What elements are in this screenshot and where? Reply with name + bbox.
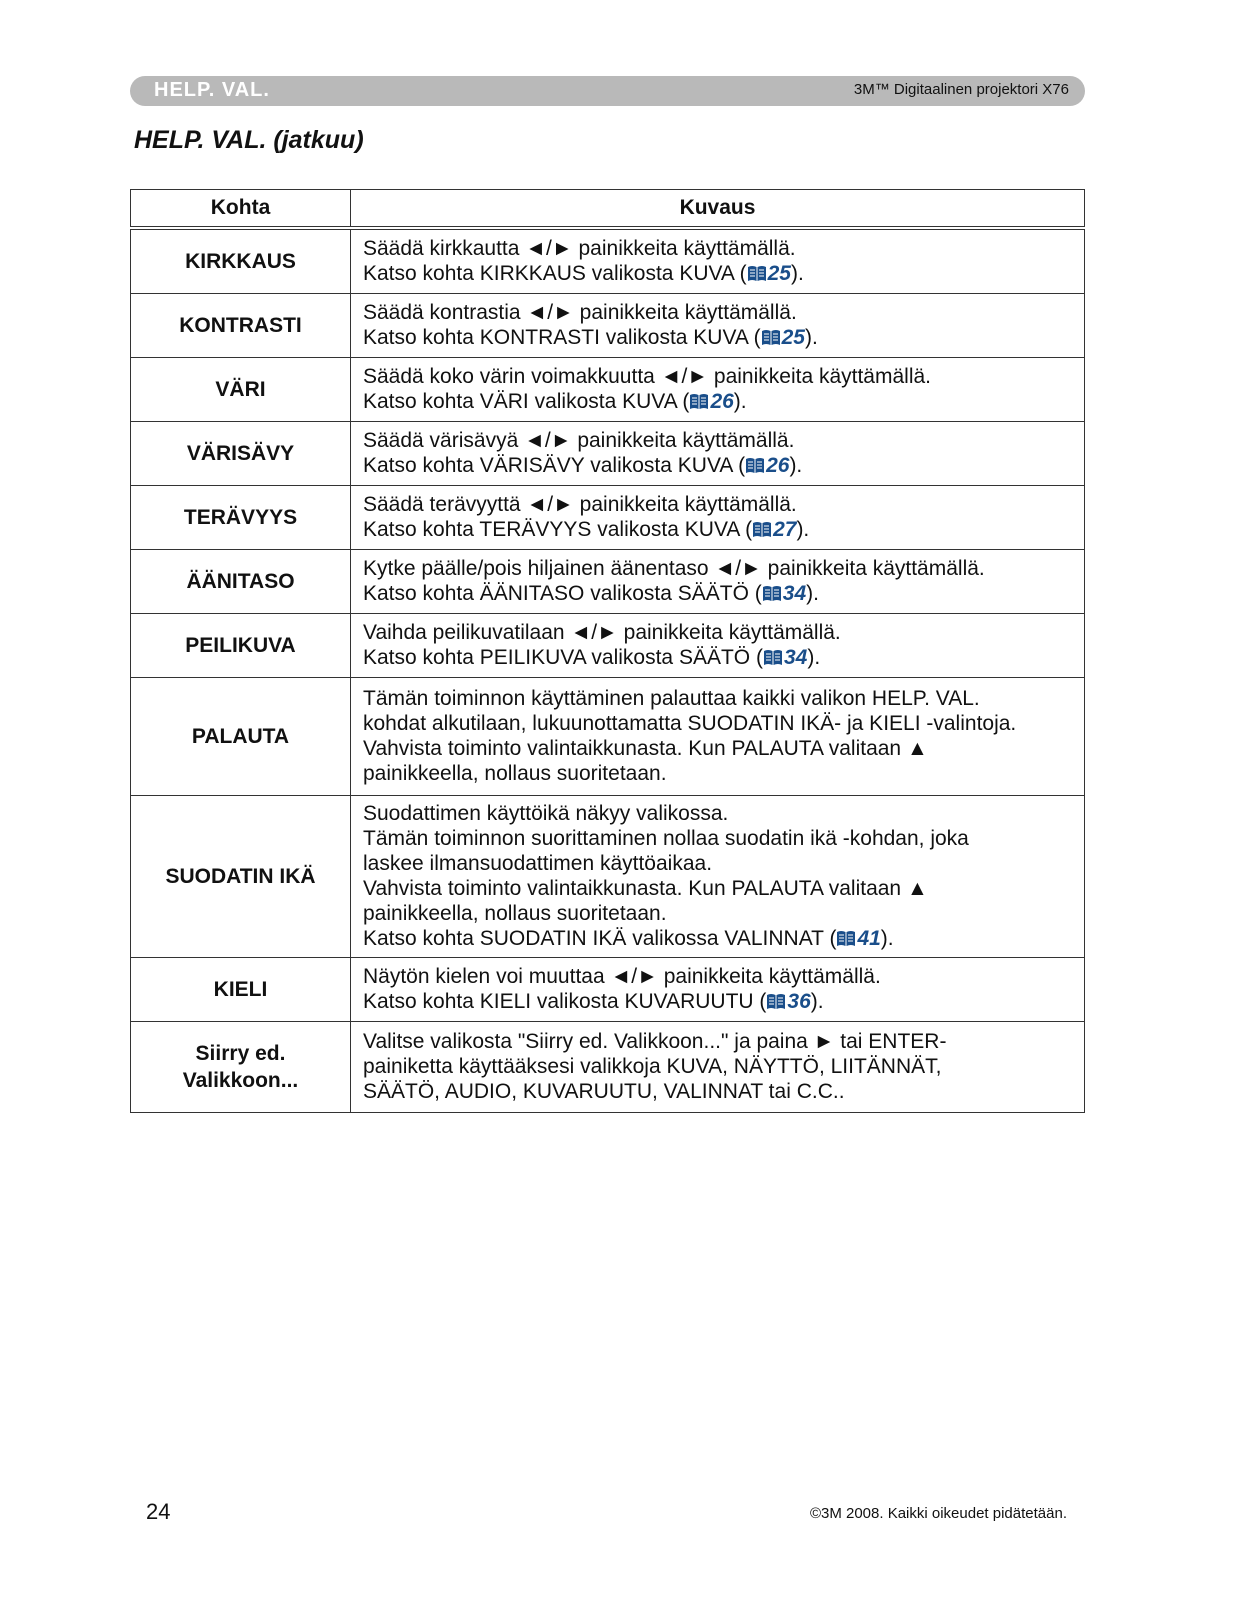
page-number: 24 xyxy=(146,1499,171,1524)
description-line xyxy=(363,851,1072,876)
description-suffix: ). xyxy=(880,927,894,950)
description-text: Valitse valikosta "Siirry ed. Valikkoon..." ja paina ► tai ENTER- xyxy=(363,1030,947,1053)
description-line xyxy=(363,389,1072,414)
description-suffix: ). xyxy=(790,262,804,285)
description-text: painikkeella, nollaus suoritetaan. xyxy=(363,902,667,925)
row-description xyxy=(351,796,1085,958)
description-suffix: ). xyxy=(806,582,819,605)
description-line xyxy=(363,826,1072,851)
table-row xyxy=(131,294,1085,358)
table-row xyxy=(131,958,1085,1022)
page-reference[interactable] xyxy=(836,927,880,950)
row-description xyxy=(351,486,1085,550)
header-bar xyxy=(130,76,1085,106)
book-icon xyxy=(761,329,781,346)
row-item-name-line: Siirry ed. xyxy=(195,1042,286,1065)
description-suffix: ). xyxy=(810,990,824,1013)
description-text: Säädä terävyyttä ◄/► painikkeita käyttämällä. xyxy=(363,493,797,516)
page-reference-number: 34 xyxy=(782,582,807,605)
book-icon xyxy=(762,585,782,602)
page-reference[interactable] xyxy=(747,262,791,285)
description-line xyxy=(363,1029,1072,1054)
row-description xyxy=(351,550,1085,614)
description-text: SÄÄTÖ, AUDIO, KUVARUUTU, VALINNAT tai C.C.. xyxy=(363,1080,845,1103)
row-item-name: KONTRASTI xyxy=(131,294,351,358)
row-description xyxy=(351,422,1085,486)
description-text: Tämän toiminnon suorittaminen nollaa suodatin ikä -kohdan, joka xyxy=(363,827,969,850)
book-icon xyxy=(836,930,856,947)
description-suffix: ). xyxy=(807,646,821,669)
row-description xyxy=(351,614,1085,678)
description-text: Katso kohta KIELI valikosta KUVARUUTU ( xyxy=(363,990,767,1013)
table-row xyxy=(131,486,1085,550)
description-text: Säädä koko värin voimakkuutta ◄/► painikkeita käyttämällä. xyxy=(363,365,932,388)
description-line xyxy=(363,620,1072,645)
page-reference-number: 25 xyxy=(767,262,791,285)
table-row xyxy=(131,228,1085,294)
row-item-name: KIELI xyxy=(131,958,351,1022)
description-text: kohdat alkutilaan, lukuunottamatta SUODATIN IKÄ- ja KIELI -valintoja. xyxy=(363,712,1017,735)
row-item-name: KIRKKAUS xyxy=(131,228,351,294)
table-row xyxy=(131,422,1085,486)
row-description xyxy=(351,358,1085,422)
description-text: laskee ilmansuodattimen käyttöaikaa. xyxy=(363,852,713,875)
page-reference-number: 26 xyxy=(710,390,734,413)
table-row xyxy=(131,1022,1085,1113)
description-line xyxy=(363,453,1072,478)
description-text: Vahvista toiminto valintaikkunasta. Kun PALAUTA valitaan ▲ xyxy=(363,737,928,760)
column-header-description: Kuvaus xyxy=(351,190,1085,229)
row-description xyxy=(351,678,1085,796)
description-text: Katso kohta SUODATIN IKÄ valikossa VALINNAT ( xyxy=(363,927,837,950)
row-item-name: SUODATIN IKÄ xyxy=(131,796,351,958)
book-icon xyxy=(766,993,786,1010)
description-text: Säädä kontrastia ◄/► painikkeita käyttämällä. xyxy=(363,301,797,324)
description-line xyxy=(363,261,1072,286)
description-line xyxy=(363,964,1072,989)
description-line xyxy=(363,556,1072,581)
table-row xyxy=(131,614,1085,678)
copyright-notice: ©3M 2008. Kaikki oikeudet pidätetään. xyxy=(809,1505,1067,1522)
row-item-name: VÄRISÄVY xyxy=(131,422,351,486)
row-item-name-line: Valikkoon... xyxy=(182,1069,299,1092)
description-text: Katso kohta TERÄVYYS valikosta KUVA ( xyxy=(363,518,753,541)
page-reference[interactable] xyxy=(763,646,807,669)
table-body xyxy=(131,228,1085,1113)
page-reference[interactable] xyxy=(761,326,805,349)
table-header-row xyxy=(131,190,1085,229)
description-line xyxy=(363,300,1072,325)
description-text: Tämän toiminnon käyttäminen palauttaa kaikki valikon HELP. VAL. xyxy=(363,687,980,710)
description-text: Säädä kirkkautta ◄/► painikkeita käyttämällä. xyxy=(363,237,796,260)
description-line xyxy=(363,428,1072,453)
header-product-name: 3M™ Digitaalinen projektori X76 xyxy=(853,81,1069,98)
page-reference-number: 41 xyxy=(857,927,881,950)
description-suffix: ). xyxy=(796,518,810,541)
description-text: Katso kohta VÄRISÄVY valikosta KUVA ( xyxy=(363,454,746,477)
row-item-name: VÄRI xyxy=(131,358,351,422)
row-item-name xyxy=(131,1022,351,1113)
description-line xyxy=(363,736,1072,761)
page-reference-number: 34 xyxy=(783,646,808,669)
description-line xyxy=(363,236,1072,261)
description-text: Vahvista toiminto valintaikkunasta. Kun PALAUTA valitaan ▲ xyxy=(363,877,928,900)
description-text: Näytön kielen voi muuttaa ◄/► painikkeita käyttämällä. xyxy=(363,965,881,988)
row-item-name: ÄÄNITASO xyxy=(131,550,351,614)
description-text: Katso kohta PEILIKUVA valikosta SÄÄTÖ ( xyxy=(363,646,763,669)
description-line xyxy=(363,1079,1072,1104)
book-icon xyxy=(689,393,709,410)
page-reference-number: 36 xyxy=(787,990,811,1013)
description-line xyxy=(363,364,1072,389)
book-icon xyxy=(745,457,765,474)
page-reference[interactable] xyxy=(766,990,810,1013)
page-reference-number: 27 xyxy=(773,518,797,541)
page-reference-number: 26 xyxy=(766,454,790,477)
description-text: Katso kohta KONTRASTI valikosta KUVA ( xyxy=(363,326,761,349)
row-description xyxy=(351,294,1085,358)
row-description xyxy=(351,1022,1085,1113)
page-reference[interactable] xyxy=(745,454,789,477)
header-section-title: HELP. VAL. xyxy=(154,79,270,101)
description-suffix: ). xyxy=(733,390,747,413)
book-icon xyxy=(747,265,767,282)
page-title: HELP. VAL. (jatkuu) xyxy=(134,126,364,154)
description-line xyxy=(363,492,1072,517)
row-item-name: TERÄVYYS xyxy=(131,486,351,550)
row-description xyxy=(351,958,1085,1022)
description-line xyxy=(363,325,1072,350)
description-line xyxy=(363,645,1072,670)
description-text: Katso kohta VÄRI valikosta KUVA ( xyxy=(363,390,690,413)
row-item-name: PEILIKUVA xyxy=(131,614,351,678)
row-description xyxy=(351,228,1085,294)
table-row xyxy=(131,550,1085,614)
column-header-item: Kohta xyxy=(131,190,351,229)
table-row xyxy=(131,678,1085,796)
description-text: Säädä värisävyä ◄/► painikkeita käyttämällä. xyxy=(363,429,795,452)
book-icon xyxy=(763,649,783,666)
description-suffix: ). xyxy=(789,454,803,477)
description-text: Suodattimen käyttöikä näkyy valikossa. xyxy=(363,802,729,825)
page-reference[interactable] xyxy=(689,390,733,413)
description-line xyxy=(363,926,1072,951)
description-line xyxy=(363,711,1072,736)
description-line xyxy=(363,801,1072,826)
page-reference[interactable] xyxy=(762,582,806,605)
table-row xyxy=(131,796,1085,958)
description-text: painikkeella, nollaus suoritetaan. xyxy=(363,762,667,785)
row-item-name: PALAUTA xyxy=(131,678,351,796)
description-text: Katso kohta ÄÄNITASO valikosta SÄÄTÖ ( xyxy=(363,582,762,605)
description-suffix: ). xyxy=(804,326,818,349)
description-line xyxy=(363,989,1072,1014)
description-line xyxy=(363,686,1072,711)
description-line xyxy=(363,901,1072,926)
description-line xyxy=(363,876,1072,901)
description-line xyxy=(363,517,1072,542)
description-line xyxy=(363,581,1072,606)
description-text: Katso kohta KIRKKAUS valikosta KUVA ( xyxy=(363,262,747,285)
help-table xyxy=(130,189,1085,1113)
table-row xyxy=(131,358,1085,422)
description-text: painiketta käyttääksesi valikkoja KUVA, NÄYTTÖ, LIITÄNNÄT, xyxy=(363,1055,942,1078)
page-reference-number: 25 xyxy=(781,326,805,349)
description-line xyxy=(363,1054,1072,1079)
page-reference[interactable] xyxy=(752,518,796,541)
description-text: Kytke päälle/pois hiljainen äänentaso ◄/► painikkeita käyttämällä. xyxy=(363,557,985,580)
description-text: Vaihda peilikuvatilaan ◄/► painikkeita käyttämällä. xyxy=(363,621,841,644)
description-line xyxy=(363,761,1072,786)
book-icon xyxy=(752,521,772,538)
